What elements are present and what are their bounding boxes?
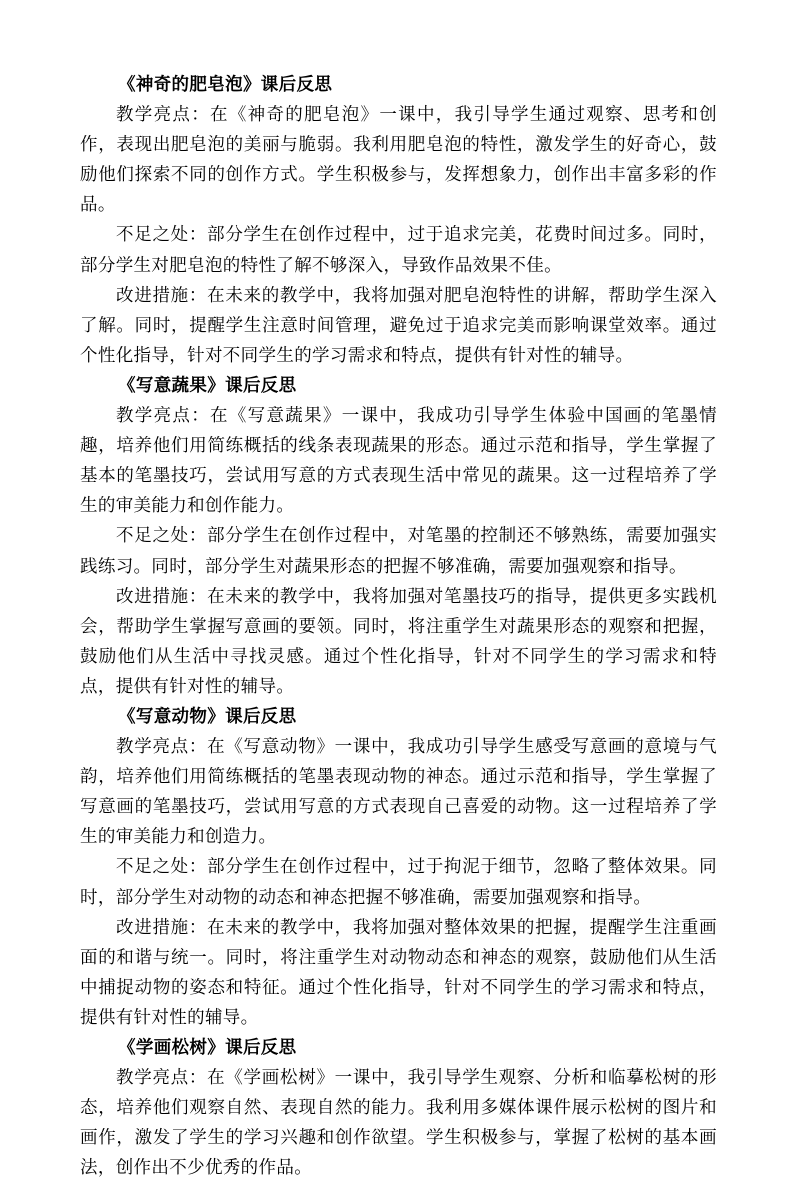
section-title-soap-bubble: 《神奇的肥皂泡》课后反思	[118, 75, 333, 95]
paragraph-highlights: 教学亮点：在《神奇的肥皂泡》一课中，我引导学生通过观察、思考和创作，表现出肥皂泡的美丽与脆弱。我利用肥皂泡的特性，激发学生的好奇心，鼓励他们探索不同的创作方式。学生积极参与，发挥想象力，创作出丰富多彩的作品。	[80, 105, 717, 216]
paragraph-improvements: 改进措施：在未来的教学中，我将加强对整体效果的把握，提醒学生注重画面的和谐与统一。同时，将注重学生对动物动态和神态的观察，鼓励他们从生活中捕捉动物的姿态和特征。通过个性化指导，针对不同学生的学习需求和特点，提供有针对性的辅导。	[80, 917, 717, 1028]
paragraph-shortcomings: 不足之处：部分学生在创作过程中，过于拘泥于细节，忽略了整体效果。同时，部分学生对动物的动态和神态把握不够准确，需要加强观察和指导。	[80, 857, 717, 908]
paragraph-highlights: 教学亮点：在《学画松树》一课中，我引导学生观察、分析和临摹松树的形态，培养他们观察自然、表现自然的能力。我利用多媒体课件展示松树的图片和画作，激发了学生的学习兴趣和创作欲望。学生积极参与，掌握了松树的基本画法，创作出不少优秀的作品。	[80, 1068, 717, 1179]
document-page	[80, 70, 717, 1183]
paragraph-improvements: 改进措施：在未来的教学中，我将加强对笔墨技巧的指导，提供更多实践机会，帮助学生掌握写意画的要领。同时，将注重学生对蔬果形态的观察和把握，鼓励他们从生活中寻找灵感。通过个性化指导，针对不同学生的学习需求和特点，提供有针对性的辅导。	[80, 586, 717, 697]
paragraph-highlights: 教学亮点：在《写意蔬果》一课中，我成功引导学生体验中国画的笔墨情趣，培养他们用简练概括的线条表现蔬果的形态。通过示范和指导，学生掌握了基本的笔墨技巧，尝试用写意的方式表现生活中常见的蔬果。这一过程培养了学生的审美能力和创作能力。	[80, 406, 717, 517]
paragraph-shortcomings: 不足之处：部分学生在创作过程中，过于追求完美，花费时间过多。同时，部分学生对肥皂泡的特性了解不够深入，导致作品效果不佳。	[80, 225, 717, 276]
section-title-animals: 《写意动物》课后反思	[118, 706, 297, 727]
paragraph-improvements: 改进措施：在未来的教学中，我将加强对肥皂泡特性的讲解，帮助学生深入了解。同时，提醒学生注意时间管理，避免过于追求完美而影响课堂效率。通过个性化指导，针对不同学生的学习需求和特点，提供有针对性的辅导。	[80, 285, 717, 366]
paragraph-shortcomings: 不足之处：部分学生在创作过程中，对笔墨的控制还不够熟练，需要加强实践练习。同时，部分学生对蔬果形态的把握不够准确，需要加强观察和指导。	[80, 526, 717, 577]
section-title-vegetables-fruits: 《写意蔬果》课后反思	[118, 375, 297, 396]
section-title-pine-tree: 《学画松树》课后反思	[118, 1038, 297, 1058]
paragraph-highlights: 教学亮点：在《写意动物》一课中，我成功引导学生感受写意画的意境与气韵，培养他们用简练概括的笔墨表现动物的神态。通过示范和指导，学生掌握了写意画的笔墨技巧，尝试用写意的方式表现自己喜爱的动物。这一过程培养了学生的审美能力和创造力。	[80, 737, 717, 848]
